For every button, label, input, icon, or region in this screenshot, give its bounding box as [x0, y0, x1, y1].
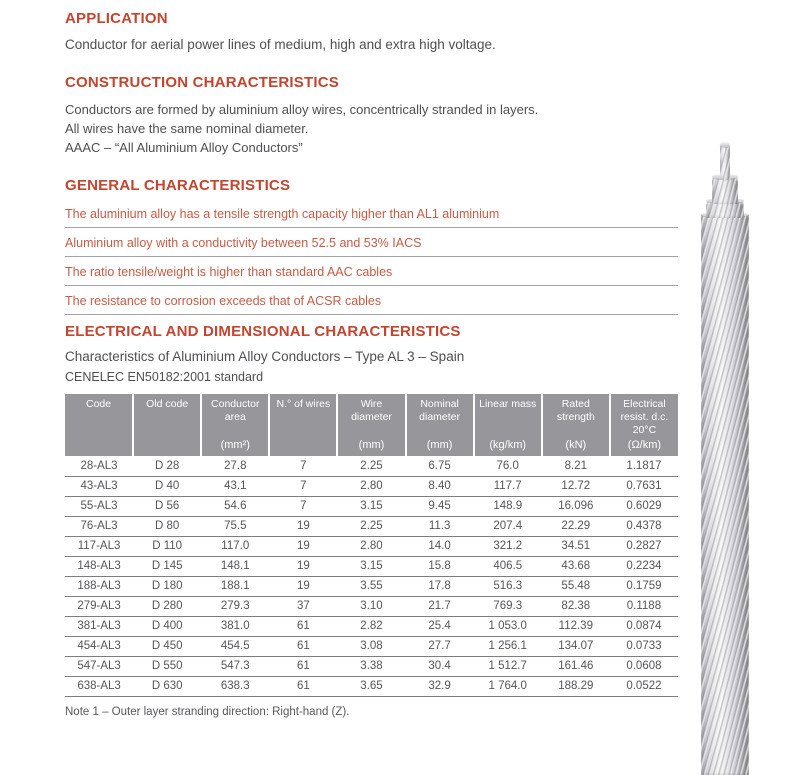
column-header: [542, 394, 610, 456]
table-cell: D 40: [133, 476, 201, 496]
table-cell: 2.80: [337, 476, 405, 496]
table-row: [65, 576, 678, 596]
table-cell: 148.9: [474, 496, 542, 516]
table-cell: 16.096: [542, 496, 610, 516]
table-cell: 0.1188: [610, 596, 678, 616]
table-cell: D 80: [133, 516, 201, 536]
column-label: Electrical resist. d.c. 20°C: [620, 398, 669, 437]
characteristic-row: The resistance to corrosion exceeds that of ACSR cables: [65, 294, 678, 315]
table-cell: 148.1: [201, 556, 269, 576]
characteristic-row: The ratio tensile/weight is higher than standard AAC cables: [65, 265, 678, 286]
table-row: [65, 596, 678, 616]
table-cell: 7: [269, 456, 337, 476]
column-label: Nominal diameter: [419, 398, 461, 424]
table-note: Note 1 – Outer layer stranding direction: Right-hand (Z).: [65, 705, 350, 718]
column-unit: (kN): [565, 439, 587, 452]
table-cell: 30.4: [406, 656, 474, 676]
table-cell: 34.51: [542, 536, 610, 556]
table-row: [65, 516, 678, 536]
table-body: [65, 456, 678, 696]
table-cell: 7: [269, 476, 337, 496]
table-row: [65, 476, 678, 496]
table-cell: 0.6029: [610, 496, 678, 516]
table-cell: 117.7: [474, 476, 542, 496]
table-cell: 188.29: [542, 676, 610, 696]
table-cell: 2.82: [337, 616, 405, 636]
table-cell: 19: [269, 556, 337, 576]
table-cell: 148-AL3: [65, 556, 133, 576]
table-cell: 19: [269, 536, 337, 556]
application-title: APPLICATION: [65, 10, 168, 27]
column-label: N.° of wires: [276, 398, 331, 410]
construction-line: All wires have the same nominal diameter.: [65, 121, 309, 136]
cable-outer-layer: [701, 214, 749, 775]
construction-line: Conductors are formed by aluminium alloy wires, concentrically stranded in layers.: [65, 102, 539, 117]
table-cell: 134.07: [542, 636, 610, 656]
table-cell: 2.80: [337, 536, 405, 556]
table-cell: 1 256.1: [474, 636, 542, 656]
column-header: [65, 394, 133, 456]
column-header: [269, 394, 337, 456]
table-cell: 769.3: [474, 596, 542, 616]
table-cell: 27.8: [201, 456, 269, 476]
table-cell: D 110: [133, 536, 201, 556]
table-cell: D 550: [133, 656, 201, 676]
table-cell: 14.0: [406, 536, 474, 556]
column-label: Linear mass: [479, 398, 537, 410]
table-cell: 8.21: [542, 456, 610, 476]
column-header: [133, 394, 201, 456]
table-cell: 188-AL3: [65, 576, 133, 596]
table-cell: 3.15: [337, 496, 405, 516]
column-unit: (Ω/km): [627, 439, 662, 452]
table-cell: 15.8: [406, 556, 474, 576]
table-cell: 547-AL3: [65, 656, 133, 676]
table-cell: 37: [269, 596, 337, 616]
table-cell: 22.29: [542, 516, 610, 536]
table-cell: D 400: [133, 616, 201, 636]
standard-reference: CENELEC EN50182:2001 standard: [65, 370, 264, 384]
column-label: Rated strength: [556, 398, 595, 424]
stranded-conductor-photo: [701, 144, 749, 775]
table-cell: 117.0: [201, 536, 269, 556]
table-cell: 19: [269, 576, 337, 596]
column-unit: (mm): [358, 439, 385, 452]
table-cell: 6.75: [406, 456, 474, 476]
column-unit: (mm): [426, 439, 453, 452]
table-cell: 381.0: [201, 616, 269, 636]
conductor-spec-table: [65, 394, 678, 697]
table-cell: 161.46: [542, 656, 610, 676]
table-row: [65, 556, 678, 576]
column-label: Wire diameter: [351, 398, 392, 424]
table-cell: 3.08: [337, 636, 405, 656]
table-cell: 25.4: [406, 616, 474, 636]
table-cell: D 180: [133, 576, 201, 596]
table-cell: 1 053.0: [474, 616, 542, 636]
table-cell: 0.2827: [610, 536, 678, 556]
table-cell: 61: [269, 616, 337, 636]
general-title: GENERAL CHARACTERISTICS: [65, 177, 291, 194]
content-column: [65, 8, 678, 718]
table-cell: 112.39: [542, 616, 610, 636]
column-header: [406, 394, 474, 456]
table-cell: D 450: [133, 636, 201, 656]
table-cell: 3.38: [337, 656, 405, 676]
column-label: Code: [86, 398, 112, 410]
electrical-subtitle: Characteristics of Aluminium Alloy Conductors – Type AL 3 – Spain: [65, 349, 465, 364]
table-cell: 17.8: [406, 576, 474, 596]
table-cell: 61: [269, 636, 337, 656]
table-cell: 19: [269, 516, 337, 536]
construction-paragraph: [65, 100, 678, 157]
table-cell: 1 764.0: [474, 676, 542, 696]
table-cell: 1.1817: [610, 456, 678, 476]
table-cell: 12.72: [542, 476, 610, 496]
table-cell: D 145: [133, 556, 201, 576]
table-cell: 43-AL3: [65, 476, 133, 496]
column-header: [474, 394, 542, 456]
table-cell: 2.25: [337, 456, 405, 476]
column-header: [337, 394, 405, 456]
table-cell: 638.3: [201, 676, 269, 696]
table-cell: 43.68: [542, 556, 610, 576]
table-cell: 0.0733: [610, 636, 678, 656]
column-label: Old code: [146, 398, 189, 410]
table-cell: 61: [269, 676, 337, 696]
table-cell: D 28: [133, 456, 201, 476]
table-cell: 381-AL3: [65, 616, 133, 636]
table-cell: 1 512.7: [474, 656, 542, 676]
table-cell: 454.5: [201, 636, 269, 656]
table-cell: 406.5: [474, 556, 542, 576]
column-unit: (mm²): [220, 439, 250, 452]
cable-inner-layer: [712, 176, 738, 204]
table-cell: 43.1: [201, 476, 269, 496]
table-cell: 0.2234: [610, 556, 678, 576]
table-cell: 76.0: [474, 456, 542, 476]
table-cell: 27.7: [406, 636, 474, 656]
table-cell: D 280: [133, 596, 201, 616]
table-header: [65, 394, 678, 456]
cable-core-wire: [720, 144, 730, 180]
table-cell: 0.7631: [610, 476, 678, 496]
table-cell: 321.2: [474, 536, 542, 556]
table-cell: 3.65: [337, 676, 405, 696]
application-body: Conductor for aerial power lines of medium, high and extra high voltage.: [65, 37, 496, 52]
electrical-title: ELECTRICAL AND DIMENSIONAL CHARACTERISTICS: [65, 323, 461, 340]
construction-title: CONSTRUCTION CHARACTERISTICS: [65, 74, 339, 91]
table-cell: 11.3: [406, 516, 474, 536]
table-cell: 2.25: [337, 516, 405, 536]
table-cell: D 630: [133, 676, 201, 696]
table-cell: 188.1: [201, 576, 269, 596]
table-cell: 516.3: [474, 576, 542, 596]
table-cell: 21.7: [406, 596, 474, 616]
table-cell: 547.3: [201, 656, 269, 676]
table-row: [65, 456, 678, 476]
column-label: Conductor area: [211, 398, 260, 424]
table-header-row: [65, 394, 678, 456]
table-cell: 279.3: [201, 596, 269, 616]
column-header: [201, 394, 269, 456]
table-cell: 3.15: [337, 556, 405, 576]
table-cell: 54.6: [201, 496, 269, 516]
table-row: [65, 616, 678, 636]
table-cell: 454-AL3: [65, 636, 133, 656]
table-cell: 0.1759: [610, 576, 678, 596]
construction-line: AAAC – “All Aluminium Alloy Conductors”: [65, 140, 303, 155]
table-cell: 0.0874: [610, 616, 678, 636]
table-cell: 207.4: [474, 516, 542, 536]
characteristic-row: The aluminium alloy has a tensile strength capacity higher than AL1 aluminium: [65, 207, 678, 228]
table-row: [65, 676, 678, 696]
table-cell: 61: [269, 656, 337, 676]
table-cell: 28-AL3: [65, 456, 133, 476]
table-row: [65, 656, 678, 676]
table-row: [65, 536, 678, 556]
general-characteristics-list: [65, 207, 678, 315]
table-cell: 75.5: [201, 516, 269, 536]
table-cell: 55-AL3: [65, 496, 133, 516]
table-cell: D 56: [133, 496, 201, 516]
table-cell: 82.38: [542, 596, 610, 616]
table-cell: 638-AL3: [65, 676, 133, 696]
table-row: [65, 636, 678, 656]
table-cell: 0.4378: [610, 516, 678, 536]
table-cell: 76-AL3: [65, 516, 133, 536]
table-cell: 32.9: [406, 676, 474, 696]
column-unit: (kg/km): [489, 439, 527, 452]
table-cell: 3.10: [337, 596, 405, 616]
table-cell: 8.40: [406, 476, 474, 496]
characteristic-row: Aluminium alloy with a conductivity between 52.5 and 53% IACS: [65, 236, 678, 257]
column-header: [610, 394, 678, 456]
table-cell: 3.55: [337, 576, 405, 596]
table-cell: 7: [269, 496, 337, 516]
table-cell: 0.0522: [610, 676, 678, 696]
table-cell: 55.48: [542, 576, 610, 596]
table-cell: 279-AL3: [65, 596, 133, 616]
table-row: [65, 496, 678, 516]
table-cell: 117-AL3: [65, 536, 133, 556]
table-cell: 9.45: [406, 496, 474, 516]
table-cell: 0.0608: [610, 656, 678, 676]
